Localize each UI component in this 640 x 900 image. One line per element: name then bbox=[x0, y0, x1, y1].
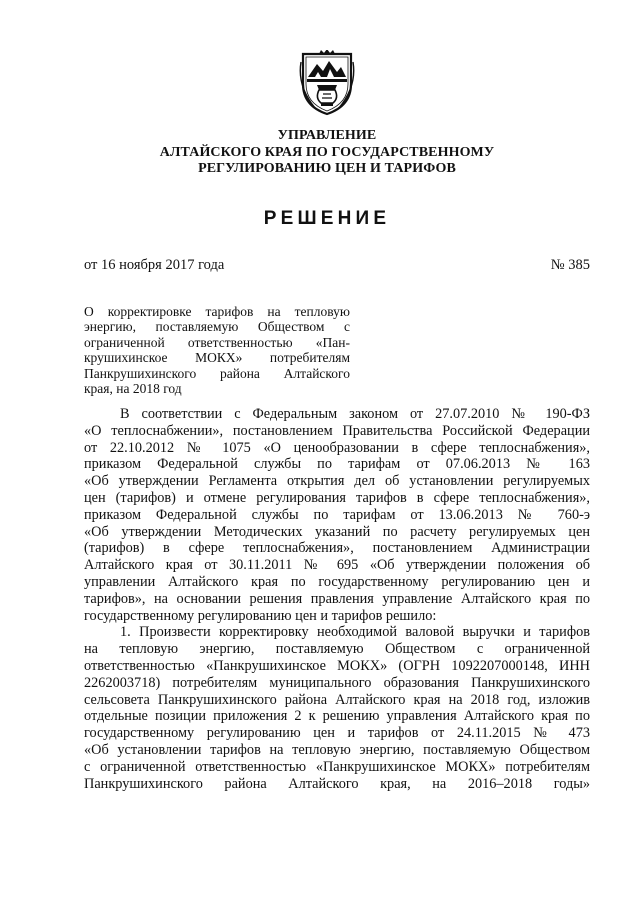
coat-of-arms-icon bbox=[297, 50, 357, 118]
subject-line: крушихинское МОКХ» потребителям bbox=[84, 350, 350, 366]
agency-name bbox=[0, 128, 640, 178]
body-line: «Об утверждении Регламента открытия дел об установлении регулируемых bbox=[84, 473, 590, 490]
body-line: государственному регулированию цен и тарифов от 24.11.2015 № 473 bbox=[84, 725, 590, 742]
decision-number: № 385 bbox=[550, 257, 590, 273]
subject-line: Панкрушихинского района Алтайского bbox=[84, 365, 350, 381]
body-line: тарифов», на основании решения правления управление Алтайского края по bbox=[84, 590, 590, 607]
body-line: В соответствии с Федеральным законом от 27.07.2010 № 190-ФЗ bbox=[120, 406, 590, 422]
body-line: управлении Алтайского края по государственному регулированию цен и bbox=[84, 573, 590, 590]
body-line: 2262003718) потребителям муниципального образования Панкрушихинского bbox=[84, 674, 590, 691]
body-line: государственному регулированию цен и тарифов решило: bbox=[84, 607, 437, 624]
body-line: отдельные позиции приложения 2 к решению управления Алтайского края по bbox=[84, 708, 590, 725]
subject-line: края, на 2018 год bbox=[84, 381, 182, 397]
body-line: сельсовета Панкрушихинского района Алтайского края на 2018 год, изложив bbox=[84, 691, 590, 708]
body-line: приказом Федеральной службы по тарифам от 07.06.2013 № 163 bbox=[84, 456, 590, 473]
body-line: на тепловую энергию, поставляемую Обществом с ограниченной bbox=[84, 641, 590, 658]
agency-name-line: АЛТАЙСКОГО КРАЯ ПО ГОСУДАРСТВЕННОМУ bbox=[159, 144, 495, 160]
body-line: приказом Федеральной службы по тарифам от 13.06.2013 № 760-э bbox=[84, 506, 590, 523]
body-line: 1. Произвести корректировку необходимой валовой выручки и тарифов bbox=[120, 624, 590, 641]
body-line: «Об утверждении Методических указаний по расчету регулируемых цен bbox=[84, 523, 590, 540]
decision-date: от 16 ноября 2017 года bbox=[84, 257, 225, 273]
body-line: Алтайского края от 30.11.2011 № 695 «Об утверждении положения об bbox=[84, 557, 590, 574]
date-number-row bbox=[84, 256, 590, 274]
agency-name-line: РЕГУЛИРОВАНИЮ ЦЕН И ТАРИФОВ bbox=[198, 161, 456, 176]
decision-title: РЕШЕНИЕ bbox=[263, 208, 391, 229]
subject-line: энергию, поставляемую Обществом с bbox=[84, 319, 350, 335]
agency-name-line: УПРАВЛЕНИЕ bbox=[277, 128, 377, 143]
body-line: (тарифов) в сфере теплоснабжения», постановлением Администрации bbox=[84, 540, 590, 557]
body-line: Панкрушихинского района Алтайского края, на 2016–2018 годы» bbox=[84, 775, 590, 792]
body-line: с ограниченной ответственностью «Панкрушихинское МОКХ» потребителям bbox=[84, 758, 590, 775]
body-line: «О теплоснабжении», постановлением Правительства Российской Федерации bbox=[84, 422, 590, 439]
body-line: ответственностью «Панкрушихинское МОКХ» (ОГРН 1092207000148, ИНН bbox=[84, 657, 590, 674]
subject-line: О корректировке тарифов на тепловую bbox=[84, 304, 350, 319]
decision-subject bbox=[84, 304, 350, 396]
body-line: от 22.10.2012 № 1075 «О ценообразовании в сфере теплоснабжения», bbox=[84, 439, 590, 456]
decision-body bbox=[84, 406, 590, 792]
body-line: цен (тарифов) и отмене регулирования тарифов в сфере теплоснабжения», bbox=[84, 489, 590, 506]
body-line: «Об установлении тарифов на тепловую энергию, поставляемую Обществом bbox=[84, 741, 590, 758]
subject-line: ограниченной ответственностью «Пан- bbox=[84, 334, 350, 350]
